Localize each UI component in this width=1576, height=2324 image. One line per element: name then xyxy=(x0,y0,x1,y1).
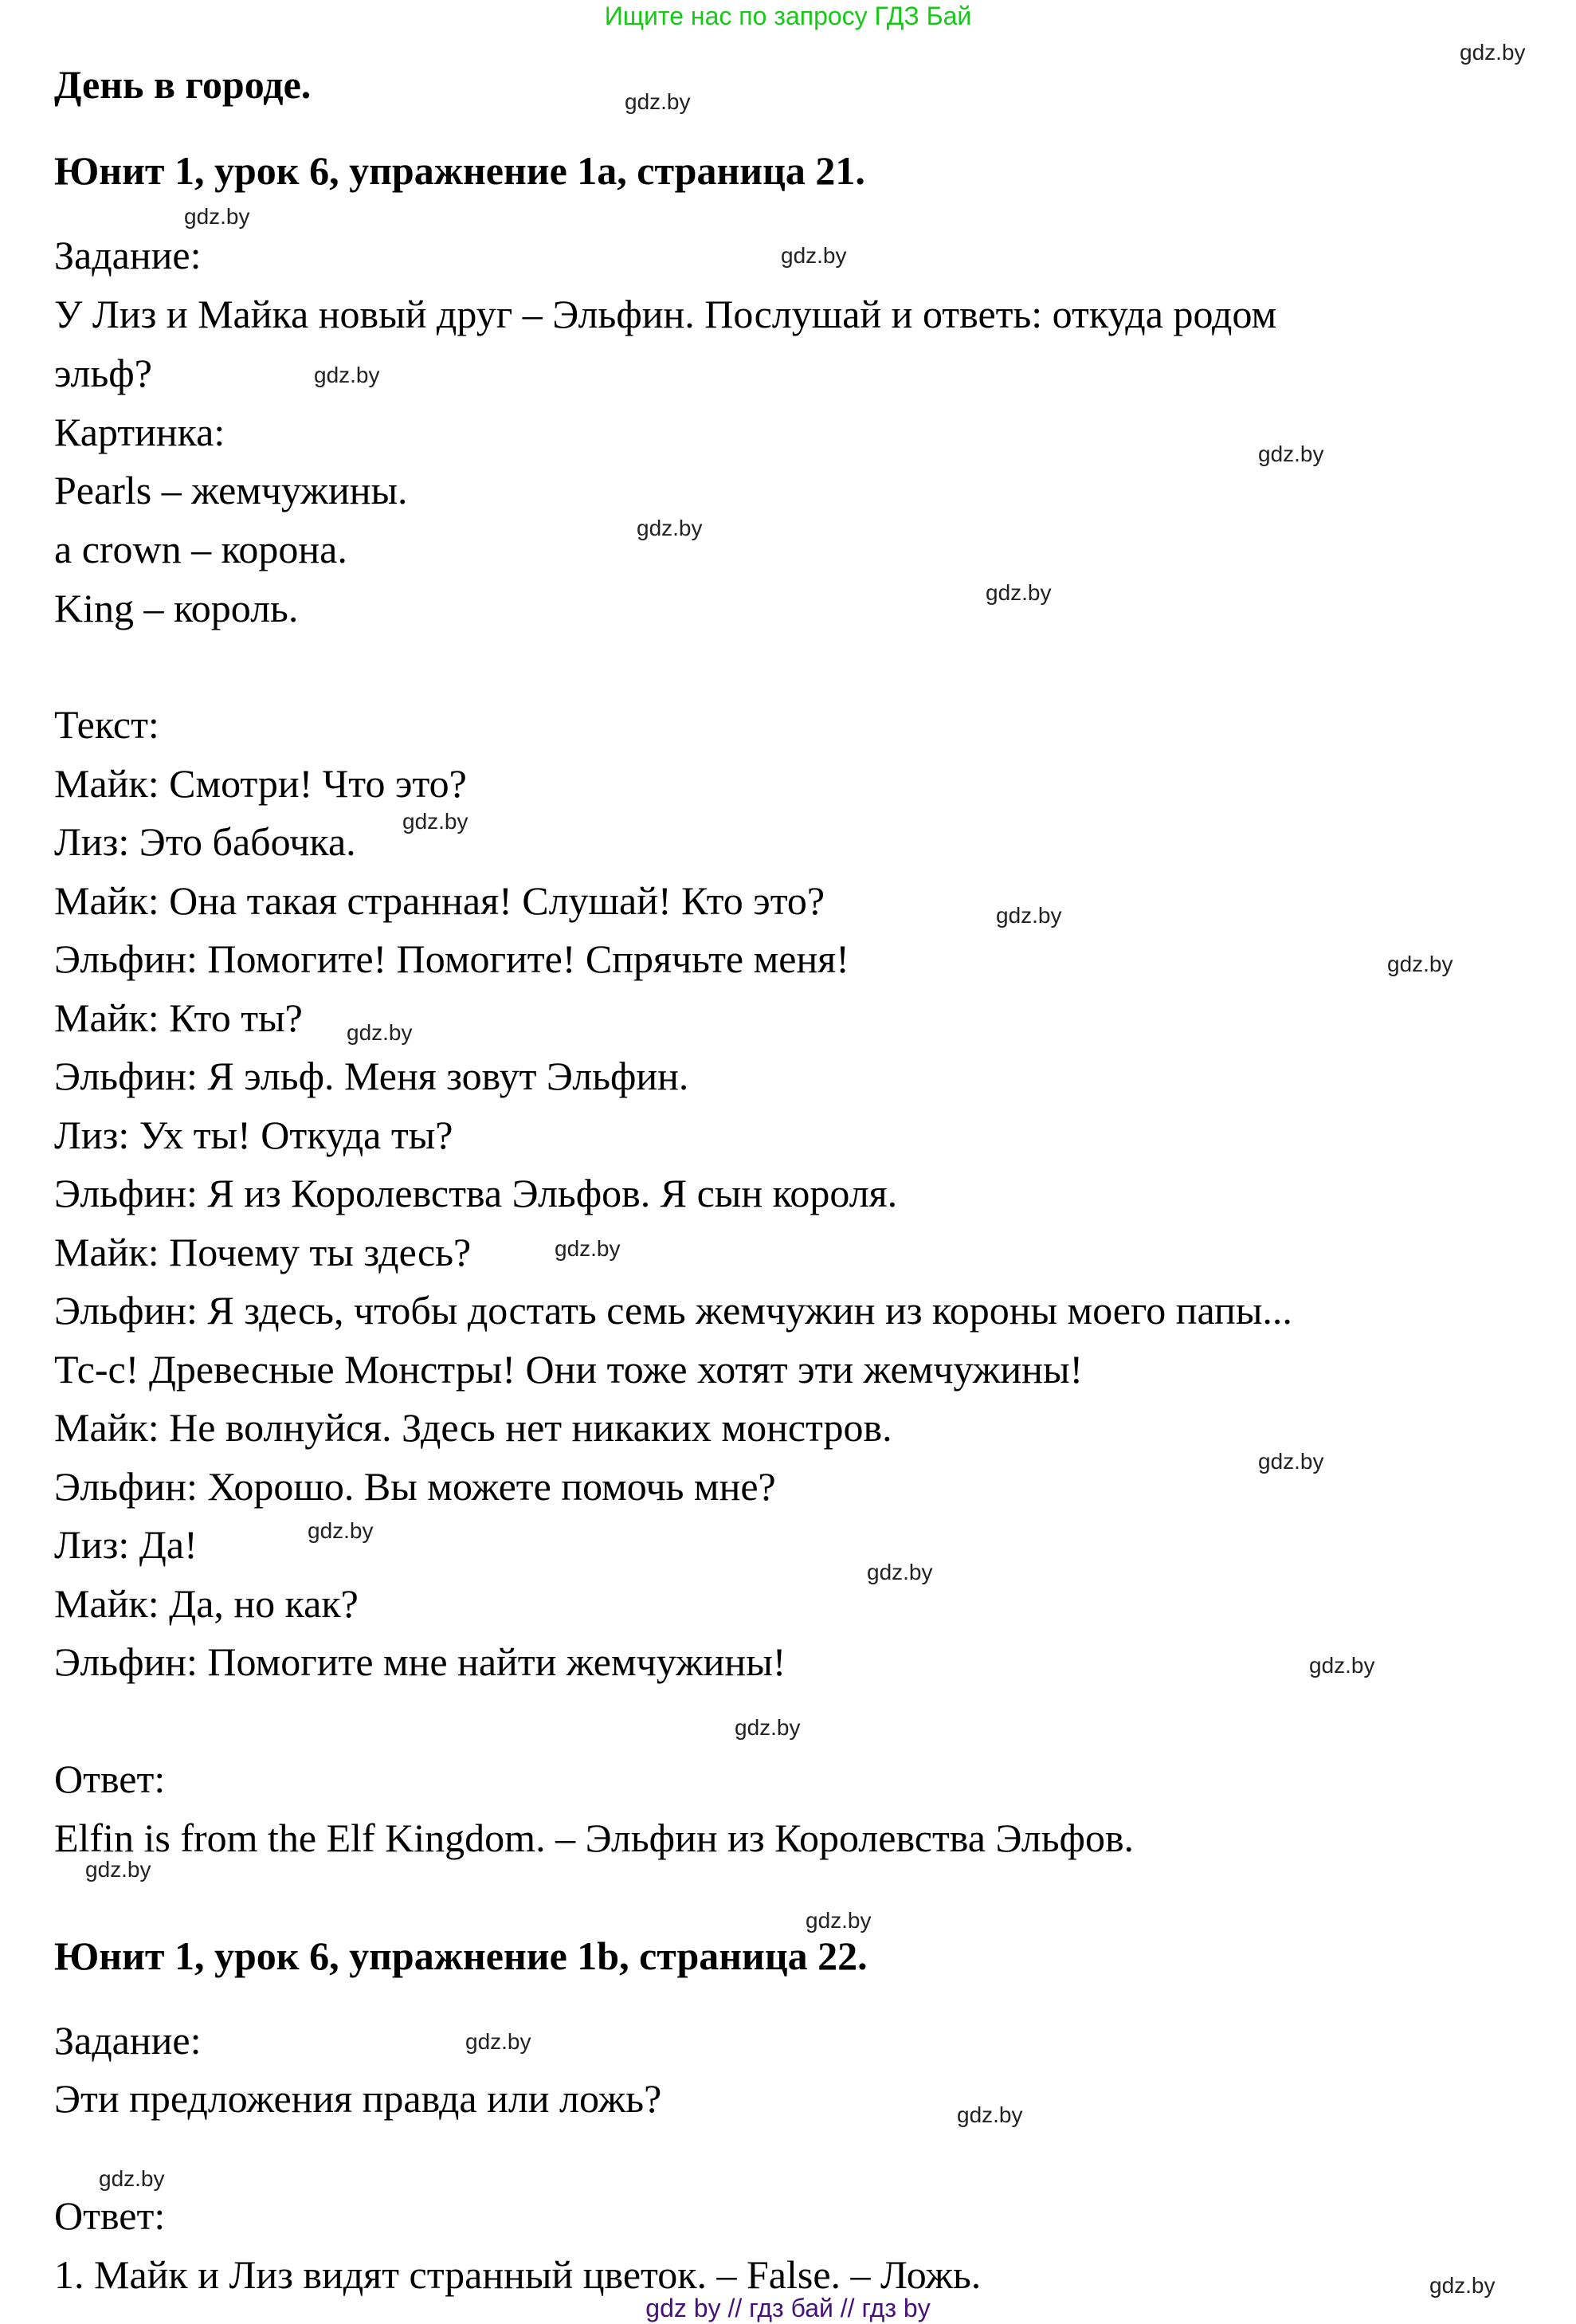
vocab-item: Pearls – жемчужины. xyxy=(54,468,408,512)
watermark: gdz.by xyxy=(637,516,703,540)
watermark: gdz.by xyxy=(1309,1653,1375,1678)
task-text: Эти предложения правда или ложь? xyxy=(54,2076,662,2121)
dialogue-line: Майк: Не волнуйся. Здесь нет никаких монстров. xyxy=(54,1405,892,1450)
watermark: gdz.by xyxy=(957,2102,1023,2127)
search-banner: Ищите нас по запросу ГДЗ Бай xyxy=(604,2,972,30)
task-label: Задание: xyxy=(54,2018,202,2063)
footer-links: gdz by // гдз бай // гдз by xyxy=(645,2294,931,2322)
watermark: gdz.by xyxy=(555,1236,621,1261)
watermark: gdz.by xyxy=(1460,40,1526,65)
dialogue-line: Майк: Она такая странная! Слушай! Кто это? xyxy=(54,878,825,923)
vocab-item: a crown – корона. xyxy=(54,527,347,571)
answer-label: Ответ: xyxy=(54,1757,166,1801)
watermark: gdz.by xyxy=(1258,442,1324,466)
dialogue-line: Майк: Кто ты? xyxy=(54,995,303,1040)
dialogue-line: Лиз: Это бабочка. xyxy=(54,819,356,864)
watermark: gdz.by xyxy=(986,580,1052,605)
dialogue-line: Эльфин: Помогите мне найти жемчужины! xyxy=(54,1639,786,1684)
watermark: gdz.by xyxy=(99,2166,165,2191)
dialogue-line: Лиз: Ух ты! Откуда ты? xyxy=(54,1113,453,1157)
page-title: День в городе. xyxy=(54,62,312,107)
watermark: gdz.by xyxy=(806,1908,872,1933)
watermark: gdz.by xyxy=(184,204,250,229)
dialogue-line: Тс-с! Древесные Монстры! Они тоже хотят эти жемчужины! xyxy=(54,1347,1084,1392)
text-label: Текст: xyxy=(54,702,159,747)
watermark: gdz.by xyxy=(735,1715,801,1740)
watermark: gdz.by xyxy=(308,1518,374,1543)
dialogue-line: Майк: Почему ты здесь? xyxy=(54,1230,472,1274)
watermark: gdz.by xyxy=(85,1857,151,1882)
task-label: Задание: xyxy=(54,233,202,277)
dialogue-line: Эльфин: Я эльф. Меня зовут Эльфин. xyxy=(54,1054,689,1098)
answer-label: Ответ: xyxy=(54,2193,166,2238)
task-text-line-1: У Лиз и Майка новый друг – Эльфин. Послушай и ответь: откуда родом xyxy=(54,292,1277,336)
watermark: gdz.by xyxy=(996,903,1062,928)
dialogue-line: Майк: Да, но как? xyxy=(54,1581,359,1626)
exercise-1b-heading: Юнит 1, урок 6, упражнение 1b, страница 22. xyxy=(54,1933,868,1978)
watermark: gdz.by xyxy=(625,89,691,114)
watermark: gdz.by xyxy=(1429,2273,1496,2298)
watermark: gdz.by xyxy=(347,1020,413,1045)
dialogue-line: Эльфин: Хорошо. Вы можете помочь мне? xyxy=(54,1464,776,1509)
answer-text: Elfin is from the Elf Kingdom. – Эльфин из Королевства Эльфов. xyxy=(54,1816,1135,1860)
watermark: gdz.by xyxy=(402,809,468,834)
dialogue-line: Эльфин: Я из Королевства Эльфов. Я сын короля. xyxy=(54,1171,898,1215)
dialogue-line: Лиз: Да! xyxy=(54,1522,198,1567)
watermark: gdz.by xyxy=(1258,1449,1324,1474)
watermark: gdz.by xyxy=(465,2029,531,2054)
watermark: gdz.by xyxy=(1387,952,1453,976)
exercise-1a-heading: Юнит 1, урок 6, упражнение 1a, страница 21. xyxy=(54,148,865,193)
task-text-line-2: эльф? xyxy=(54,351,152,395)
picture-label: Картинка: xyxy=(54,410,225,454)
watermark: gdz.by xyxy=(781,243,847,268)
dialogue-line: Эльфин: Я здесь, чтобы достать семь жемчужин из короны моего папы... xyxy=(54,1288,1292,1333)
vocab-item: King – король. xyxy=(54,586,299,630)
answer-item: 1. Майк и Лиз видят странный цветок. – False. – Ложь. xyxy=(54,2252,982,2297)
dialogue-line: Майк: Смотри! Что это? xyxy=(54,761,467,806)
dialogue-line: Эльфин: Помогите! Помогите! Спрячьте меня! xyxy=(54,936,849,981)
watermark: gdz.by xyxy=(867,1560,933,1584)
watermark: gdz.by xyxy=(314,363,380,387)
